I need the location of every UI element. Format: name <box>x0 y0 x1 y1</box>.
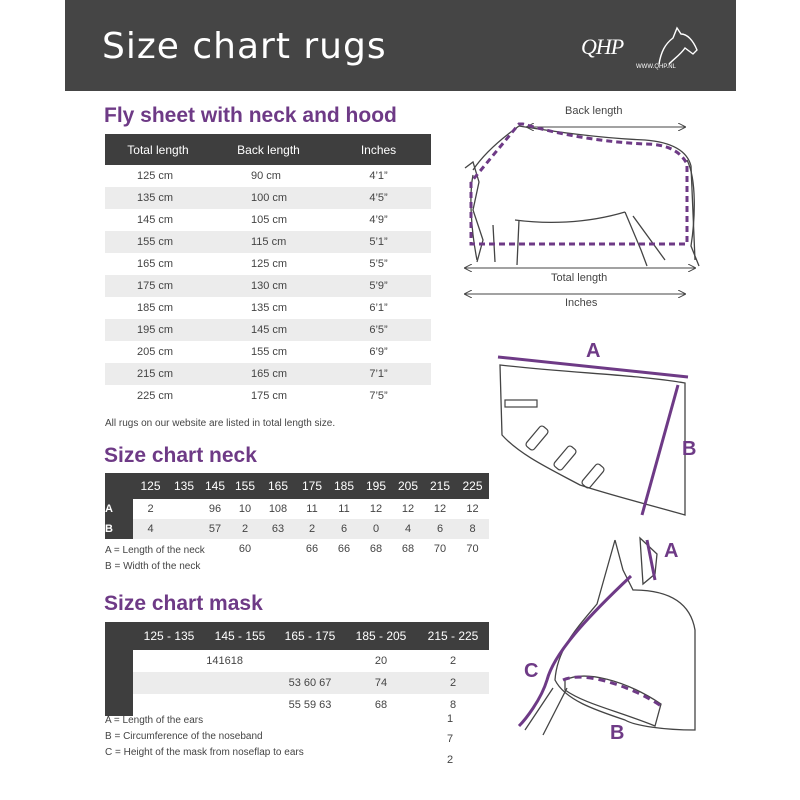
fly-sheet-cell: 205 cm <box>137 346 174 358</box>
table-row <box>105 694 489 716</box>
mask-note-a: A = Length of the ears <box>105 715 204 726</box>
neck-title: Size chart neck <box>104 444 257 467</box>
diagram-total-length-label: Total length <box>551 272 608 284</box>
fly-sheet-cell: 4’9” <box>369 214 388 226</box>
neck-cell: 11 <box>306 503 318 515</box>
mask-cell: 74 <box>345 672 417 694</box>
fly-sheet-cell: 175 cm <box>251 390 288 402</box>
neck-diagram-label-a: A <box>586 340 601 362</box>
mask-diagram-label-b: B <box>610 722 625 744</box>
neck-cell: 8 <box>456 519 489 539</box>
table-row <box>105 363 431 385</box>
mask-cell: 55 59 63 <box>288 699 332 711</box>
fly-sheet-cell: 155 cm <box>251 346 288 358</box>
fly-sheet-cell: 145 cm <box>211 319 326 341</box>
neck-diagram-label-b: B <box>682 438 697 460</box>
fly-sheet-cell: 7’1” <box>326 363 431 385</box>
neck-header-size: 165 <box>260 473 296 499</box>
fly-sheet-cell: 6’5” <box>326 319 431 341</box>
mask-header-blank <box>105 622 133 650</box>
table-row <box>105 275 431 297</box>
page-title: Size chart rugs <box>102 26 387 67</box>
mask-cell <box>275 650 345 672</box>
fly-sheet-cell: 100 cm <box>211 187 326 209</box>
neck-header-size <box>105 473 133 499</box>
neck-header-size: 155 <box>230 473 260 499</box>
neck-cell: 63 <box>260 519 296 539</box>
neck-cell: 68 <box>392 539 424 559</box>
fly-sheet-cell: 5’1” <box>326 231 431 253</box>
mask-note-b: B = Circumference of the noseband <box>105 731 263 742</box>
neck-cell: 12 <box>433 503 447 515</box>
neck-header-size: 125 <box>133 473 168 499</box>
fly-sheet-title: Fly sheet with neck and hood <box>104 104 397 127</box>
mask-cell: 141618 <box>206 655 243 667</box>
fly-sheet-cell: 130 cm <box>211 275 326 297</box>
neck-cell: 11 <box>338 503 350 515</box>
brand-logo: QHP <box>581 34 624 59</box>
fly-sheet-cell: 5’5” <box>369 258 388 270</box>
fly-sheet-cell: 225 cm <box>137 390 174 402</box>
fly-sheet-cell: 135 cm <box>251 302 288 314</box>
table-row <box>105 319 431 341</box>
neck-cell: 0 <box>360 519 392 539</box>
fly-sheet-cell: 155 cm <box>105 231 211 253</box>
neck-header-size: 205 <box>392 473 424 499</box>
fly-sheet-cell: 4’1” <box>369 170 388 182</box>
fly-sheet-cell: 115 cm <box>211 231 326 253</box>
neck-cell: 57 <box>200 519 230 539</box>
diagram-inches-label: Inches <box>565 297 598 309</box>
table-row <box>105 650 489 672</box>
table-row <box>105 385 431 407</box>
fly-sheet-cell: 6’9” <box>369 346 388 358</box>
neck-cell: 96 <box>208 503 222 515</box>
fly-sheet-cell: 175 cm <box>105 275 211 297</box>
neck-cell: 2 <box>147 503 154 515</box>
neck-cell: 2 <box>296 519 328 539</box>
neck-cell: 66 <box>296 539 328 559</box>
mask-table <box>105 622 489 716</box>
mask-note-c: C = Height of the mask from noseflap to ears <box>105 747 304 758</box>
col-inches: Inches <box>326 134 431 165</box>
neck-header-size: 175 <box>296 473 328 499</box>
fly-sheet-table <box>105 134 431 407</box>
fly-sheet-note: All rugs on our website are listed in total length size. <box>105 418 336 429</box>
neck-row-label: B <box>105 519 133 539</box>
neck-cover-diagram <box>490 345 700 525</box>
fly-sheet-cell: 145 cm <box>137 214 174 226</box>
neck-cell: 12 <box>369 503 383 515</box>
fly-sheet-cell: 7’5” <box>369 390 388 402</box>
horse-head-logo-icon <box>655 24 701 66</box>
table-row <box>105 253 431 275</box>
row-label-cell <box>105 650 133 672</box>
neck-cell: 60 <box>230 539 260 559</box>
neck-cell: 66 <box>328 539 360 559</box>
mask-cell <box>133 694 275 716</box>
neck-cell: 10 <box>238 503 252 515</box>
mask-cell <box>133 672 275 694</box>
fly-sheet-cell: 90 cm <box>251 170 281 182</box>
fly-sheet-cell: 105 cm <box>251 214 288 226</box>
row-label-cell <box>105 672 133 694</box>
table-row <box>105 341 431 363</box>
fly-sheet-cell: 125 cm <box>251 258 288 270</box>
col-total-length: Total length <box>105 134 211 165</box>
neck-cell: 70 <box>424 539 456 559</box>
neck-header-size: 215 <box>424 473 456 499</box>
table-row <box>105 519 489 539</box>
row-label-cell <box>105 694 133 716</box>
neck-cell: 12 <box>466 503 479 515</box>
fly-sheet-cell: 165 cm <box>137 258 174 270</box>
neck-note-b: B = Width of the neck <box>105 561 201 572</box>
fly-sheet-cell: 185 cm <box>137 302 174 314</box>
fly-sheet-cell: 4’5” <box>326 187 431 209</box>
fly-sheet-cell: 195 cm <box>105 319 211 341</box>
mask-extra-value: 7 <box>447 733 454 745</box>
mask-title: Size chart mask <box>104 592 263 615</box>
col-back-length: Back length <box>211 134 326 165</box>
fly-sheet-cell: 215 cm <box>105 363 211 385</box>
table-row <box>105 231 431 253</box>
table-row <box>105 499 489 519</box>
mask-header-size: 215 - 225 <box>417 622 489 650</box>
neck-cell: 70 <box>456 539 489 559</box>
fly-mask-diagram <box>515 530 710 740</box>
mask-cell: 8 <box>449 699 457 711</box>
brand-url: WWW.QHP.NL <box>636 64 676 70</box>
fly-sheet-cell: 125 cm <box>137 170 174 182</box>
fly-sheet-cell: 165 cm <box>211 363 326 385</box>
neck-header-size: 135 <box>168 473 200 499</box>
neck-cell: 12 <box>401 503 415 515</box>
neck-note-a: A = Length of the neck <box>105 545 205 556</box>
neck-cell <box>168 499 200 519</box>
mask-header-size: 145 - 155 <box>205 622 275 650</box>
neck-cell: 108 <box>268 503 288 515</box>
neck-cell: 6 <box>328 519 360 539</box>
mask-extra-value: 1 <box>447 713 454 725</box>
table-row <box>105 209 431 231</box>
mask-cell: 20 <box>374 655 388 667</box>
neck-header-size: 145 <box>200 473 230 499</box>
mask-cell: 2 <box>417 672 489 694</box>
neck-cell <box>260 539 296 559</box>
neck-cell: 4 <box>133 519 168 539</box>
table-row <box>105 297 431 319</box>
neck-cell: 4 <box>392 519 424 539</box>
neck-header-size: 225 <box>456 473 489 499</box>
neck-cell: 2 <box>230 519 260 539</box>
mask-header-size: 185 - 205 <box>345 622 417 650</box>
mask-header-size: 165 - 175 <box>275 622 345 650</box>
neck-cell: 6 <box>424 519 456 539</box>
neck-header-size: 195 <box>360 473 392 499</box>
neck-row-label: A <box>105 499 133 519</box>
mask-diagram-label-a: A <box>664 540 679 562</box>
mask-cell: 68 <box>374 699 388 711</box>
mask-diagram-label-c: C <box>524 660 539 682</box>
mask-extra-value: 2 <box>447 754 454 766</box>
fly-sheet-cell: 135 cm <box>105 187 211 209</box>
fly-sheet-cell: 6’1” <box>369 302 388 314</box>
table-row <box>105 187 431 209</box>
mask-header-size: 125 - 135 <box>133 622 205 650</box>
table-row <box>105 672 489 694</box>
neck-cell: 68 <box>360 539 392 559</box>
neck-header-size: 185 <box>328 473 360 499</box>
diagram-back-length-label: Back length <box>565 105 623 117</box>
fly-sheet-cell: 5’9” <box>326 275 431 297</box>
neck-cell <box>168 519 200 539</box>
mask-cell: 2 <box>449 655 457 667</box>
table-row <box>105 165 431 187</box>
mask-cell: 53 60 67 <box>275 672 345 694</box>
